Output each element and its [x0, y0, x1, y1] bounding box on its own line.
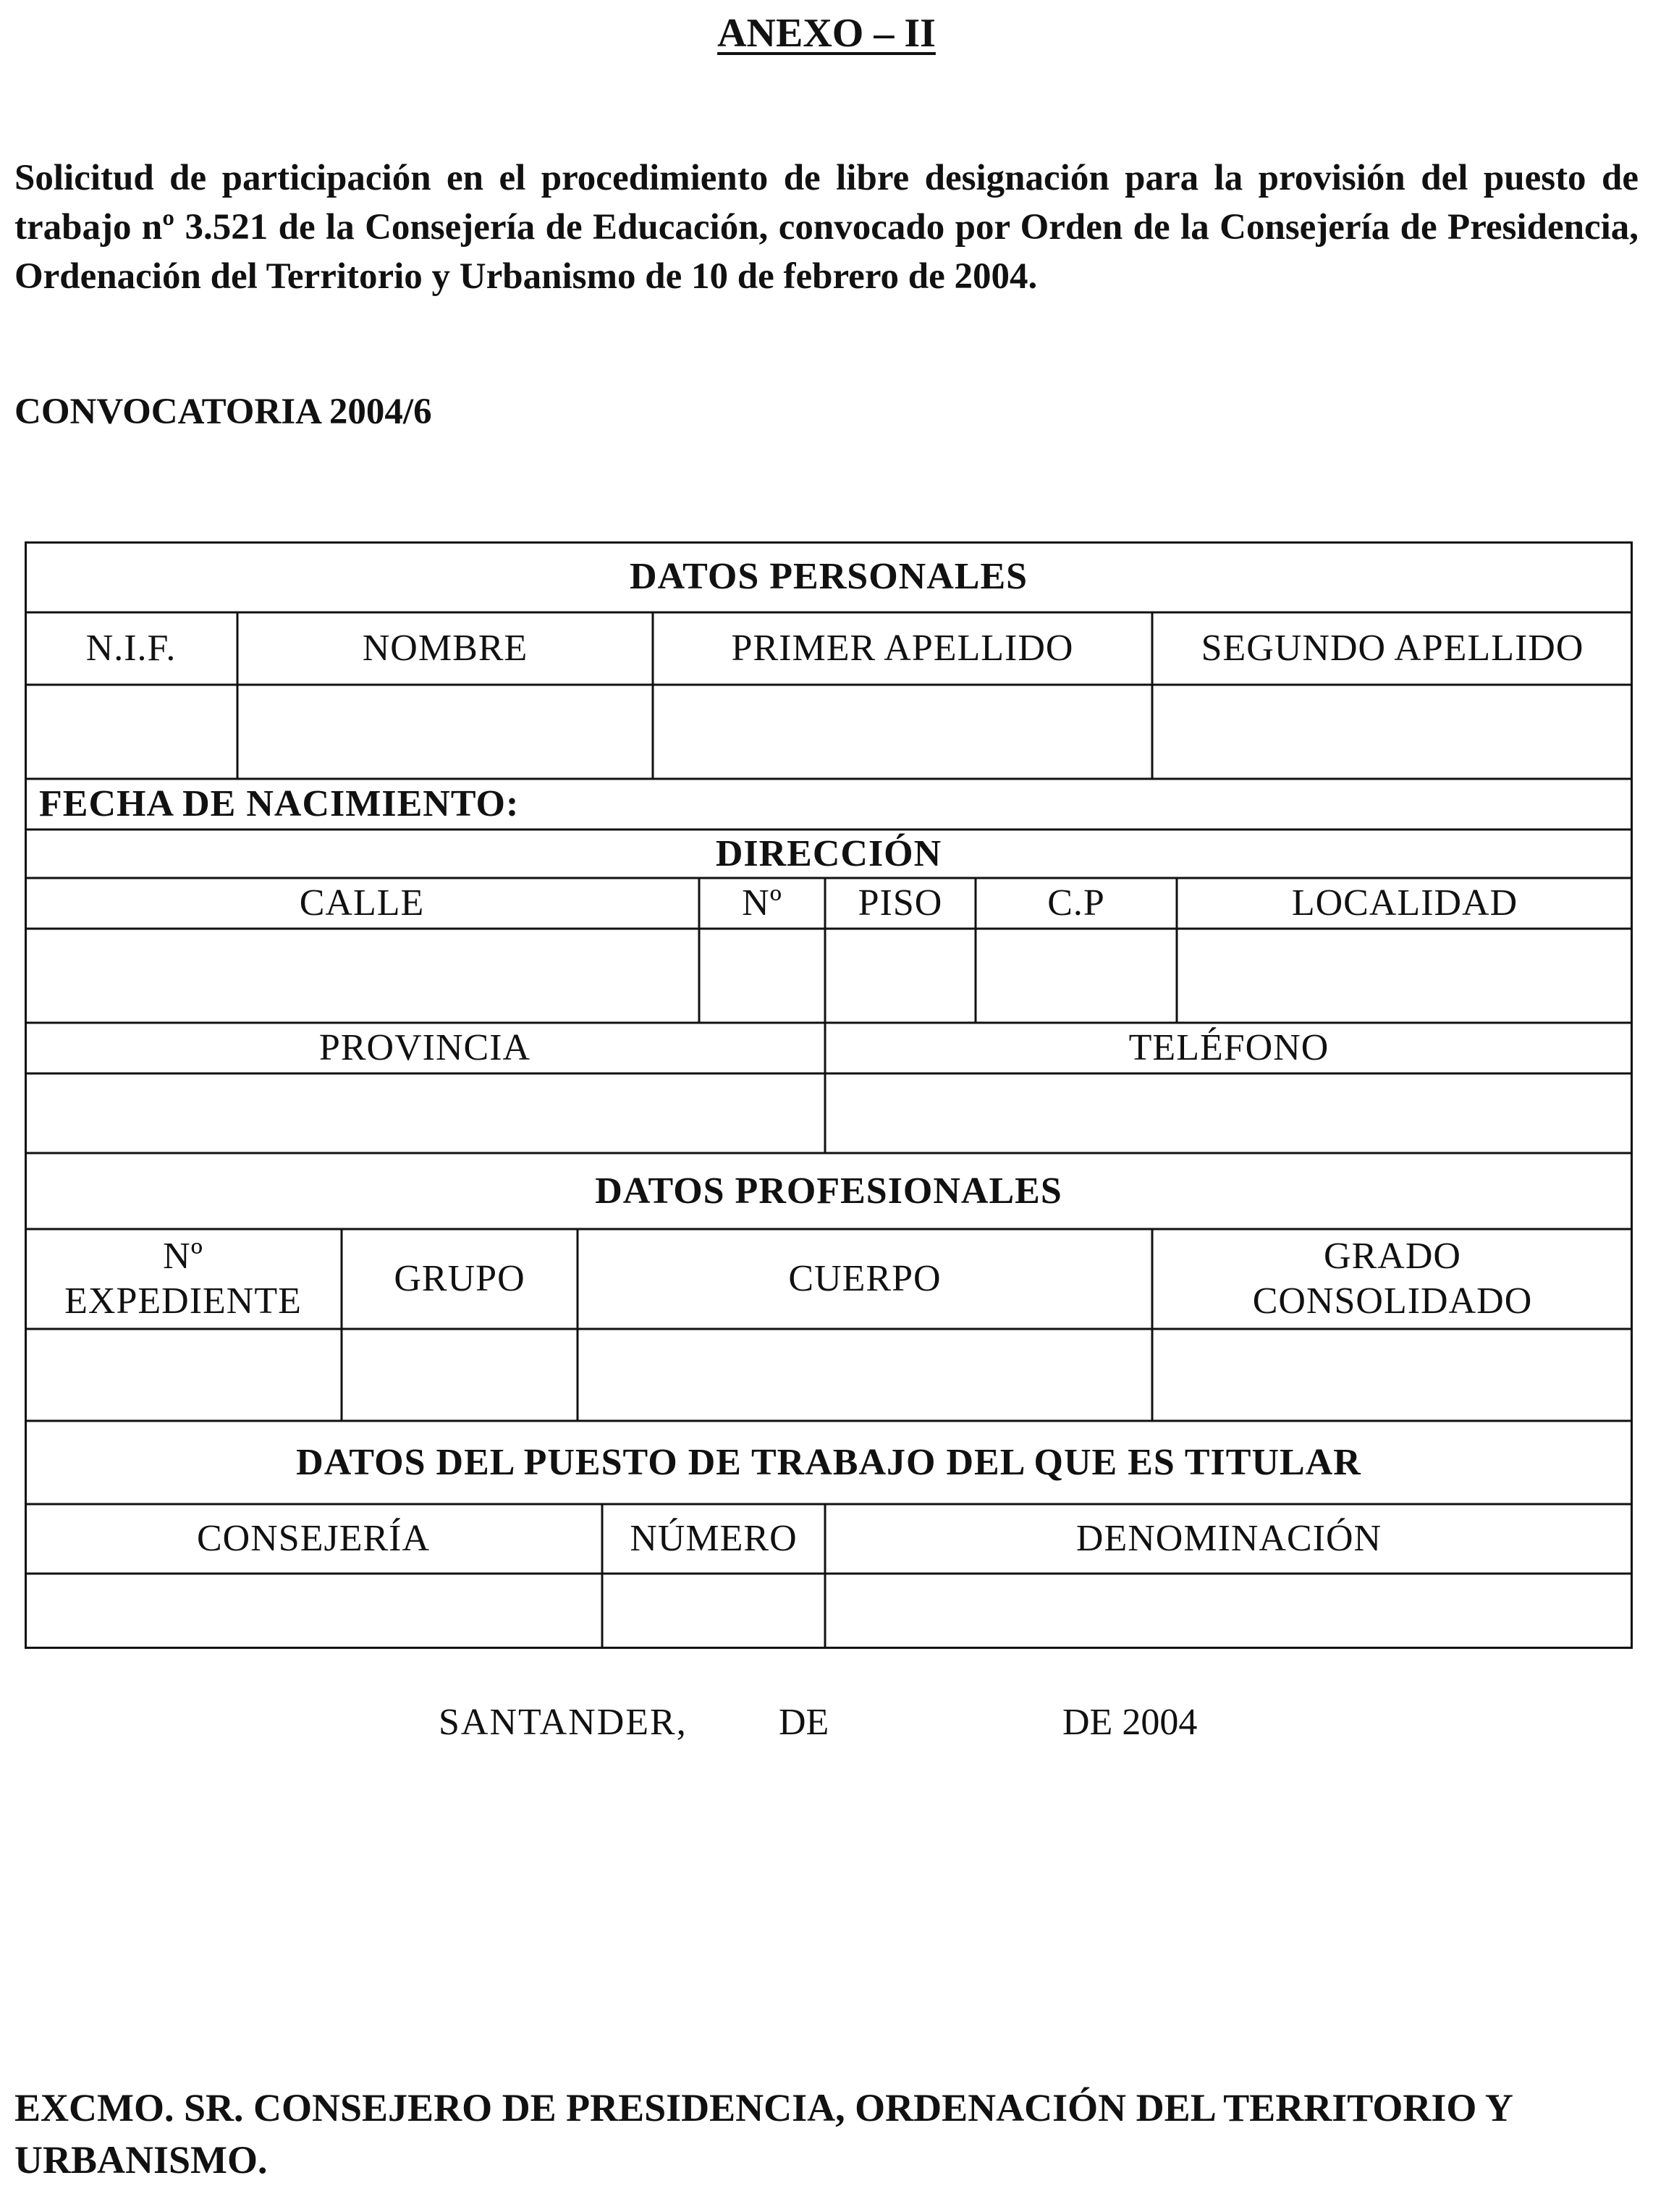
- column-header-calle: CALLE: [299, 882, 425, 924]
- column-header-grupo: GRUPO: [394, 1258, 525, 1299]
- piso-field[interactable]: [828, 932, 973, 1020]
- column-header-nombre: NOMBRE: [362, 628, 528, 669]
- column-header-numero-puesto: NÚMERO: [630, 1518, 798, 1559]
- column-header-consejeria: CONSEJERÍA: [196, 1518, 431, 1559]
- telefono-field[interactable]: [828, 1076, 1630, 1150]
- column-header-primer-apellido: PRIMER APELLIDO: [731, 628, 1074, 669]
- place-label: SANTANDER,: [439, 1702, 688, 1743]
- column-header-provincia: PROVINCIA: [318, 1027, 531, 1068]
- fecha-nacimiento-label: FECHA DE NACIMIENTO:: [39, 783, 520, 824]
- expediente-label-line2: EXPEDIENTE: [64, 1280, 302, 1322]
- column-header-cuerpo: CUERPO: [788, 1258, 942, 1299]
- addressee: EXCMO. SR. CONSEJERO DE PRESIDENCIA, ORDENACIÓN DEL TERRITORIO Y URBANISMO.: [14, 2086, 1512, 2182]
- grado-label-line1: GRADO: [1324, 1236, 1461, 1277]
- page-title: [0, 10, 1653, 56]
- section-heading-puesto: DATOS DEL PUESTO DE TRABAJO DEL QUE ES TITULAR: [296, 1441, 1361, 1483]
- grupo-field[interactable]: [344, 1332, 575, 1418]
- numero-puesto-field[interactable]: [605, 1576, 822, 1646]
- column-header-expediente: [25, 1229, 342, 1329]
- consejeria-field[interactable]: [28, 1576, 599, 1646]
- calle-field[interactable]: [28, 932, 696, 1020]
- nif-field[interactable]: [28, 688, 234, 776]
- grado-label-line2: CONSOLIDADO: [1252, 1280, 1533, 1322]
- column-header-cp: C.P: [1047, 882, 1105, 924]
- column-header-nif: N.I.F.: [85, 628, 177, 669]
- annex-title: ANEXO – II: [717, 11, 936, 56]
- column-header-localidad: LOCALIDAD: [1291, 882, 1518, 924]
- denominacion-field[interactable]: [828, 1576, 1630, 1646]
- convocatoria-label: CONVOCATORIA 2004/6: [14, 392, 432, 432]
- intro-paragraph: Solicitud de participación en el procedimiento de libre designación para la provisión del puesto de trabajo nº 3.521 de la Consejería de Educación, convocado por Orden de la Consejería de Presidencia, Ordenación del Territorio y Urbanismo de 10 de febrero de 2004.: [14, 158, 1639, 297]
- section-heading-personal: DATOS PERSONALES: [629, 556, 1028, 597]
- nombre-field[interactable]: [240, 688, 650, 776]
- expediente-label-line1: Nº: [163, 1236, 203, 1277]
- segundo-apellido-field[interactable]: [1155, 688, 1630, 776]
- column-header-grado: [1152, 1229, 1633, 1329]
- numero-field[interactable]: [702, 932, 822, 1020]
- cp-field[interactable]: [978, 932, 1174, 1020]
- expediente-field[interactable]: [28, 1332, 339, 1418]
- date-de-label: DE: [779, 1702, 829, 1743]
- column-header-denominacion: DENOMINACIÓN: [1075, 1518, 1382, 1559]
- date-year-label: DE 2004: [1062, 1702, 1198, 1743]
- localidad-field[interactable]: [1180, 932, 1630, 1020]
- fecha-nacimiento-field[interactable]: [748, 782, 1630, 827]
- section-heading-profesionales: DATOS PROFESIONALES: [595, 1170, 1062, 1212]
- column-header-piso: PISO: [858, 882, 943, 924]
- column-header-numero: Nº: [742, 882, 782, 924]
- cuerpo-field[interactable]: [580, 1332, 1149, 1418]
- primer-apellido-field[interactable]: [656, 688, 1149, 776]
- section-heading-direccion: DIRECCIÓN: [715, 832, 942, 874]
- application-form: [25, 541, 1633, 1649]
- provincia-field[interactable]: [28, 1076, 822, 1150]
- grado-field[interactable]: [1155, 1332, 1630, 1418]
- column-header-telefono: TELÉFONO: [1128, 1027, 1329, 1068]
- column-header-segundo-apellido: SEGUNDO APELLIDO: [1201, 628, 1584, 669]
